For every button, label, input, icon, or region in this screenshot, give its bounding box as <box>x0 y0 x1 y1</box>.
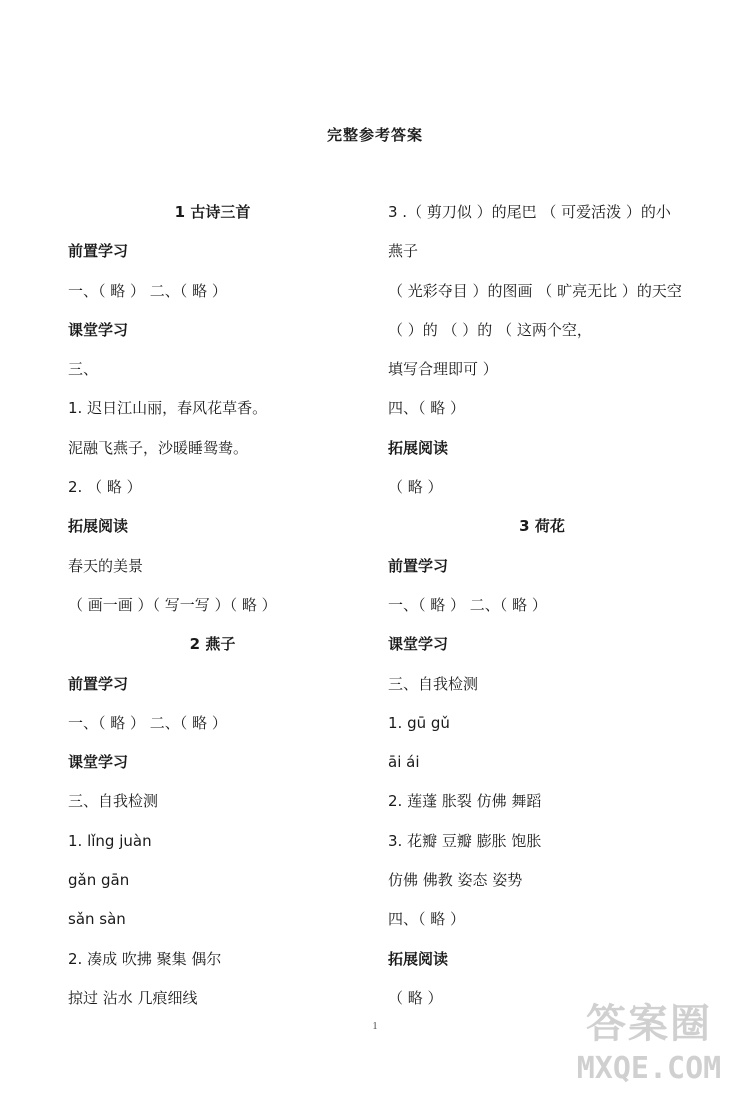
answer-line: 燕子 <box>388 242 419 261</box>
watermark-top-text: 答案圈 <box>586 1001 712 1047</box>
page-number: 1 <box>372 1021 378 1032</box>
answer-line: 3 .（ 剪刀似 ）的尾巴 （ 可爱活泼 ）的小 <box>388 203 671 221</box>
left-column <box>68 198 353 1023</box>
answer-line: 一、（ 略 ） 二、（ 略 ） <box>388 595 547 614</box>
watermark-bottom-text: MXQE.COM <box>576 1051 722 1086</box>
section-heading: 1 古诗三首 <box>174 203 251 221</box>
right-column <box>388 198 688 1023</box>
answer-line: 2. 凑成 吹拂 聚集 偶尔 <box>68 949 222 968</box>
answer-line: sǎn sàn <box>68 910 126 929</box>
answer-line: 仿佛 佛教 姿态 姿势 <box>388 871 523 890</box>
answer-line: 1. 迟日江山丽，春风花草香。 <box>68 399 268 418</box>
watermark-logo <box>554 998 744 1098</box>
answer-line: （ 略 ） <box>388 478 443 497</box>
answer-line: 三、自我检测 <box>388 674 479 693</box>
answer-line: āi ái <box>388 753 420 772</box>
answer-line: 掠过 沾水 几痕细线 <box>68 988 198 1007</box>
answer-line: 四、（ 略 ） <box>388 399 466 418</box>
answer-line: 1. lǐng juàn <box>68 831 152 850</box>
answer-line: gǎn gān <box>68 871 130 890</box>
answer-line: 一、（ 略 ） 二、（ 略 ） <box>68 281 227 300</box>
subsection-label: 课堂学习 <box>388 635 449 654</box>
subsection-label: 前置学习 <box>68 242 129 261</box>
answer-line: 四、（ 略 ） <box>388 910 466 929</box>
answer-line: 春天的美景 <box>68 556 144 575</box>
answer-line: 三、 <box>68 360 99 379</box>
subsection-label: 前置学习 <box>388 556 449 575</box>
section-heading: 3 荷花 <box>519 517 565 536</box>
answer-line: （ 光彩夺目 ）的图画 （ 旷亮无比 ）的天空 <box>388 281 682 300</box>
section-heading: 2 燕子 <box>189 635 236 654</box>
document-title: 完整参考答案 <box>326 126 423 144</box>
answer-line: 1. gū gǔ <box>388 713 450 732</box>
answer-line: 2. 莲蓬 胀裂 仿佛 舞蹈 <box>388 792 542 811</box>
answer-line: 三、自我检测 <box>68 792 159 811</box>
subsection-label: 拓展阅读 <box>388 438 449 457</box>
subsection-label: 课堂学习 <box>68 320 129 339</box>
answer-line: 3. 花瓣 豆瓣 膨胀 饱胀 <box>388 831 542 850</box>
answer-line: 填写合理即可 ） <box>388 360 498 379</box>
answer-line: 2. （ 略 ） <box>68 478 142 497</box>
answer-line: （ 画一画 ）（ 写一写 ）（ 略 ） <box>68 595 277 614</box>
subsection-label: 拓展阅读 <box>68 517 129 536</box>
subsection-label: 拓展阅读 <box>388 949 449 968</box>
answer-line: 一、（ 略 ） 二、（ 略 ） <box>68 713 227 732</box>
subsection-label: 课堂学习 <box>68 753 129 772</box>
answer-line: 泥融飞燕子，沙暖睡鸳鸯。 <box>68 438 249 457</box>
answer-line: （ ）的 （ ）的 （ 这两个空， <box>388 320 592 339</box>
subsection-label: 前置学习 <box>68 674 129 693</box>
answer-line: （ 略 ） <box>388 988 443 1007</box>
